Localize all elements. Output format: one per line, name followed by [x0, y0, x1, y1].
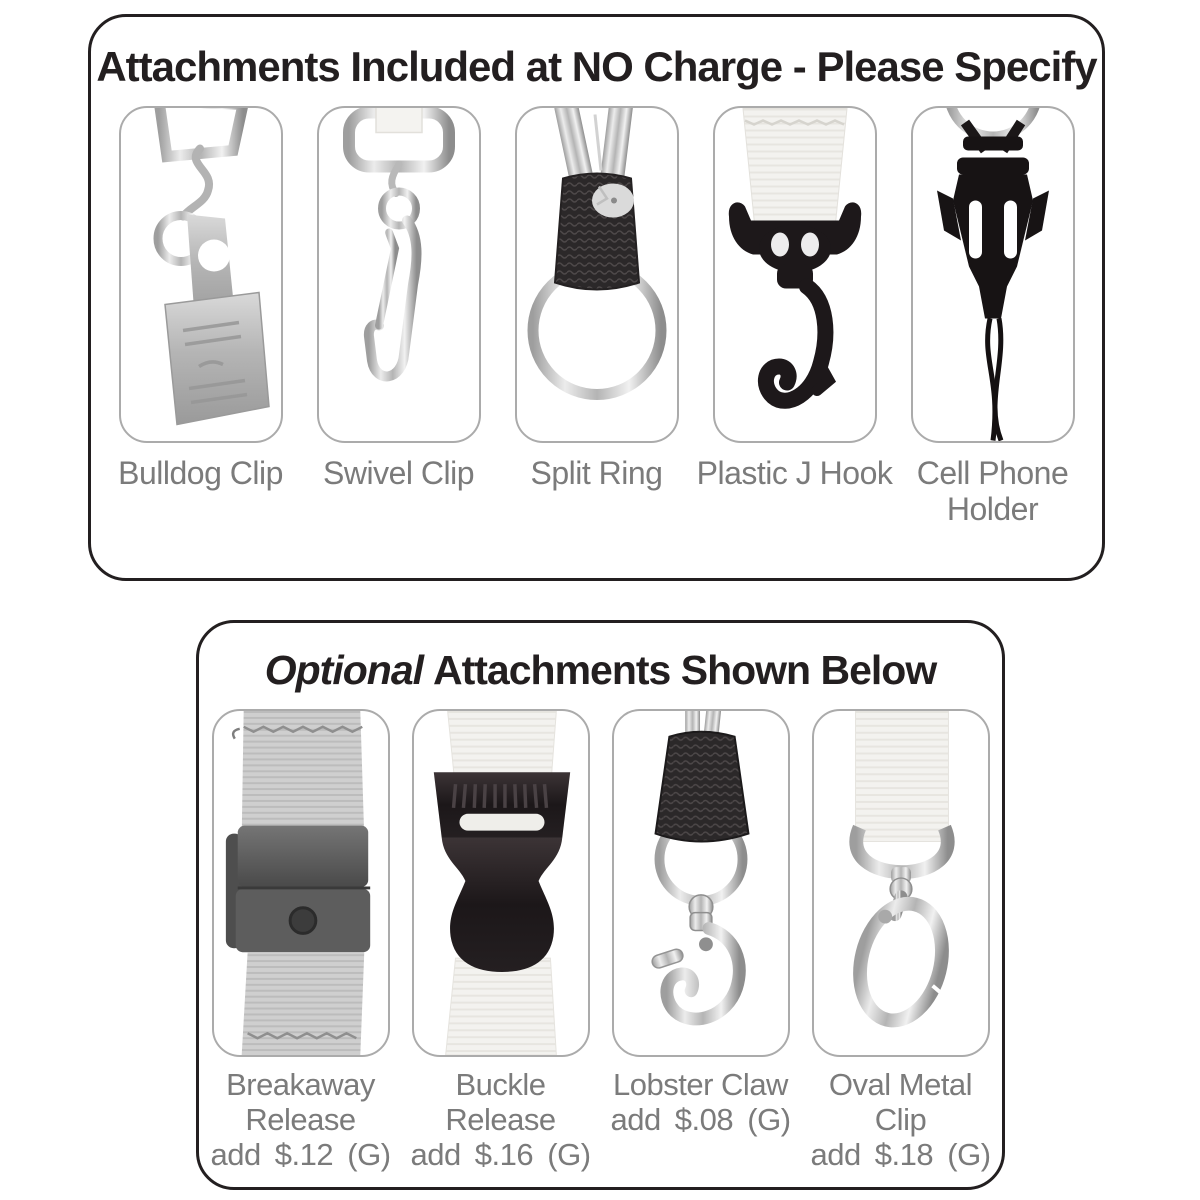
item-label: Oval Metal Clip: [828, 1067, 973, 1138]
oval-metal-clip-image: [812, 709, 990, 1057]
item-label: Lobster Claw: [613, 1067, 788, 1102]
included-attachments-panel: [88, 14, 1105, 581]
optional-title-italic: Optional: [264, 647, 424, 693]
optional-title-rest: Attachments Shown Below: [433, 647, 937, 693]
included-cards-row: [91, 106, 1102, 527]
item-buckle-release: [401, 709, 601, 1172]
item-price: add $.16 (G): [410, 1137, 591, 1173]
bulldog-clip-image: [119, 106, 283, 443]
item-label: Buckle Release: [445, 1067, 556, 1138]
split-ring-image: [515, 106, 679, 443]
item-price: add $.12 (G): [210, 1137, 391, 1173]
buckle-release-image: [412, 709, 590, 1057]
item-swivel-clip: [300, 106, 498, 491]
optional-panel-title: [199, 623, 1002, 694]
item-breakaway-release: [201, 709, 401, 1172]
item-label: Swivel Clip: [323, 455, 474, 491]
item-label: Split Ring: [530, 455, 663, 491]
optional-attachments-panel: [196, 620, 1005, 1190]
lobster-claw-image: [612, 709, 790, 1057]
included-panel-title: Attachments Included at NO Charge - Please Specify: [96, 43, 1097, 90]
item-price: add $.18 (G): [810, 1137, 991, 1173]
swivel-clip-image: [317, 106, 481, 443]
cell-phone-holder-image: [911, 106, 1075, 443]
item-split-ring: [498, 106, 696, 491]
item-bulldog-clip: [102, 106, 300, 491]
breakaway-release-image: [212, 709, 390, 1057]
item-oval-metal-clip: [801, 709, 1001, 1172]
item-lobster-claw: [601, 709, 801, 1137]
item-label: Plastic J Hook: [696, 455, 893, 491]
item-cell-phone-holder: [894, 106, 1092, 527]
item-price: add $.08 (G): [610, 1102, 791, 1138]
item-label: Breakaway Release: [226, 1067, 375, 1138]
item-label: Cell Phone Holder: [916, 455, 1069, 528]
plastic-j-hook-image: [713, 106, 877, 443]
item-label: Bulldog Clip: [118, 455, 283, 491]
optional-cards-row: [199, 709, 1002, 1172]
item-plastic-j-hook: [696, 106, 894, 491]
